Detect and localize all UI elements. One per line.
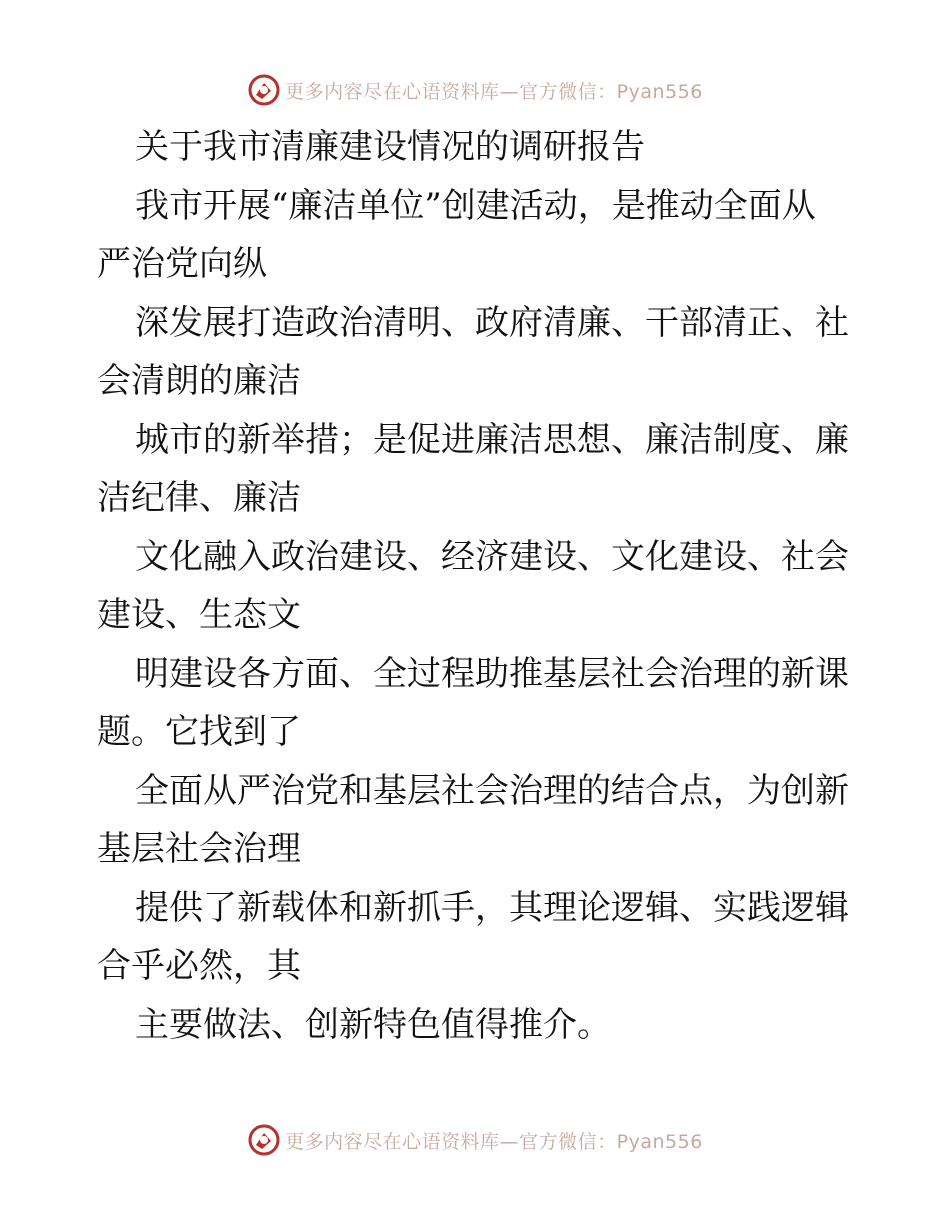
paragraph-line: 基层社会治理 bbox=[97, 829, 301, 869]
paragraph-line: 我市开展“廉洁单位”创建活动，是推动全面从 bbox=[135, 185, 816, 226]
header-watermark bbox=[0, 70, 950, 110]
paragraph-line: 城市的新举措；是促进廉洁思想、廉洁制度、廉 bbox=[135, 419, 849, 460]
watermark-text: 更多内容尽在心语资料库—官方微信：Pyan556 bbox=[285, 80, 703, 103]
paragraph-line: 明建设各方面、全过程助推基层社会治理的新课 bbox=[135, 653, 849, 694]
paragraph-line: 会清朗的廉洁 bbox=[97, 361, 301, 401]
watermark-text: 更多内容尽在心语资料库—官方微信：Pyan556 bbox=[285, 1130, 703, 1153]
paragraph-line: 洁纪律、廉洁 bbox=[97, 478, 301, 518]
document-title: 关于我市清廉建设情况的调研报告 bbox=[135, 127, 645, 167]
paragraph-line: 合乎必然，其 bbox=[97, 946, 301, 986]
paragraph-line: 深发展打造政治清明、政府清廉、干部清正、社 bbox=[135, 302, 849, 343]
paragraph-line: 文化融入政治建设、经济建设、文化建设、社会 bbox=[135, 536, 849, 577]
document-body bbox=[97, 118, 857, 1054]
paragraph-line: 提供了新载体和新抓手，其理论逻辑、实践逻辑 bbox=[135, 887, 849, 928]
paragraph-line: 全面从严治党和基层社会治理的结合点，为创新 bbox=[135, 770, 849, 811]
red-circle-logo-icon bbox=[247, 73, 281, 107]
paragraph-line: 建设、生态文 bbox=[97, 595, 301, 635]
red-circle-logo-icon bbox=[247, 1123, 281, 1157]
footer-watermark bbox=[0, 1120, 950, 1160]
paragraph-line: 主要做法、创新特色值得推介。 bbox=[135, 1004, 611, 1045]
paragraph-line: 题。它找到了 bbox=[97, 712, 301, 752]
paragraph-line: 严治党向纵 bbox=[97, 244, 267, 284]
